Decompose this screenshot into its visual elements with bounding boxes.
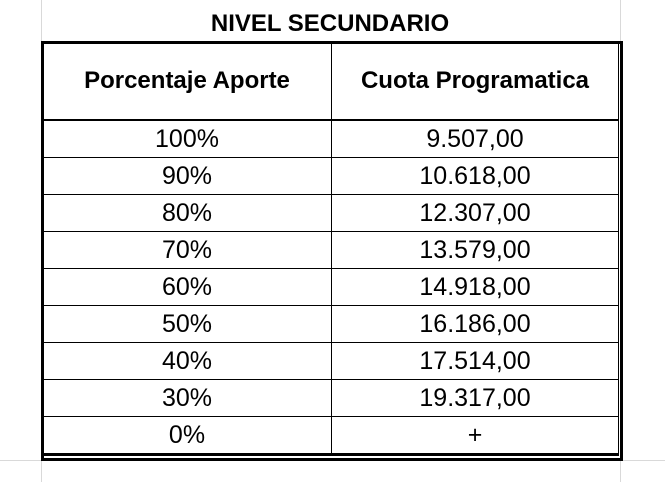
- cell-cuota[interactable]: +: [332, 417, 619, 455]
- table-row: [43, 306, 619, 343]
- cell-porcentaje[interactable]: 50%: [43, 306, 332, 343]
- cell-porcentaje[interactable]: 80%: [43, 195, 332, 232]
- cell-porcentaje[interactable]: 40%: [43, 343, 332, 380]
- cell-cuota[interactable]: 13.579,00: [332, 232, 619, 269]
- header-cuota-programatica: Cuota Programatica: [332, 43, 619, 121]
- cell-porcentaje[interactable]: 70%: [43, 232, 332, 269]
- cell-porcentaje[interactable]: 100%: [43, 120, 332, 158]
- cell-cuota[interactable]: 17.514,00: [332, 343, 619, 380]
- header-row: [43, 43, 619, 121]
- quota-table: [42, 42, 619, 456]
- grid-line: [620, 0, 621, 482]
- table-row: [43, 417, 619, 455]
- cell-cuota[interactable]: 19.317,00: [332, 380, 619, 417]
- header-porcentaje-aporte: Porcentaje Aporte: [43, 43, 332, 121]
- grid-line: [0, 460, 665, 461]
- table-row: [43, 232, 619, 269]
- cell-porcentaje[interactable]: 90%: [43, 158, 332, 195]
- cell-porcentaje[interactable]: 60%: [43, 269, 332, 306]
- cell-porcentaje[interactable]: 0%: [43, 417, 332, 455]
- table-row: [43, 195, 619, 232]
- cell-cuota[interactable]: 12.307,00: [332, 195, 619, 232]
- table-row: [43, 343, 619, 380]
- table-row: [43, 120, 619, 158]
- cell-cuota[interactable]: 16.186,00: [332, 306, 619, 343]
- cell-porcentaje[interactable]: 30%: [43, 380, 332, 417]
- table-row: [43, 269, 619, 306]
- cell-cuota[interactable]: 10.618,00: [332, 158, 619, 195]
- cell-cuota[interactable]: 9.507,00: [332, 120, 619, 158]
- cell-cuota[interactable]: 14.918,00: [332, 269, 619, 306]
- table-title: NIVEL SECUNDARIO: [210, 10, 450, 37]
- table-row: [43, 380, 619, 417]
- table-row: [43, 158, 619, 195]
